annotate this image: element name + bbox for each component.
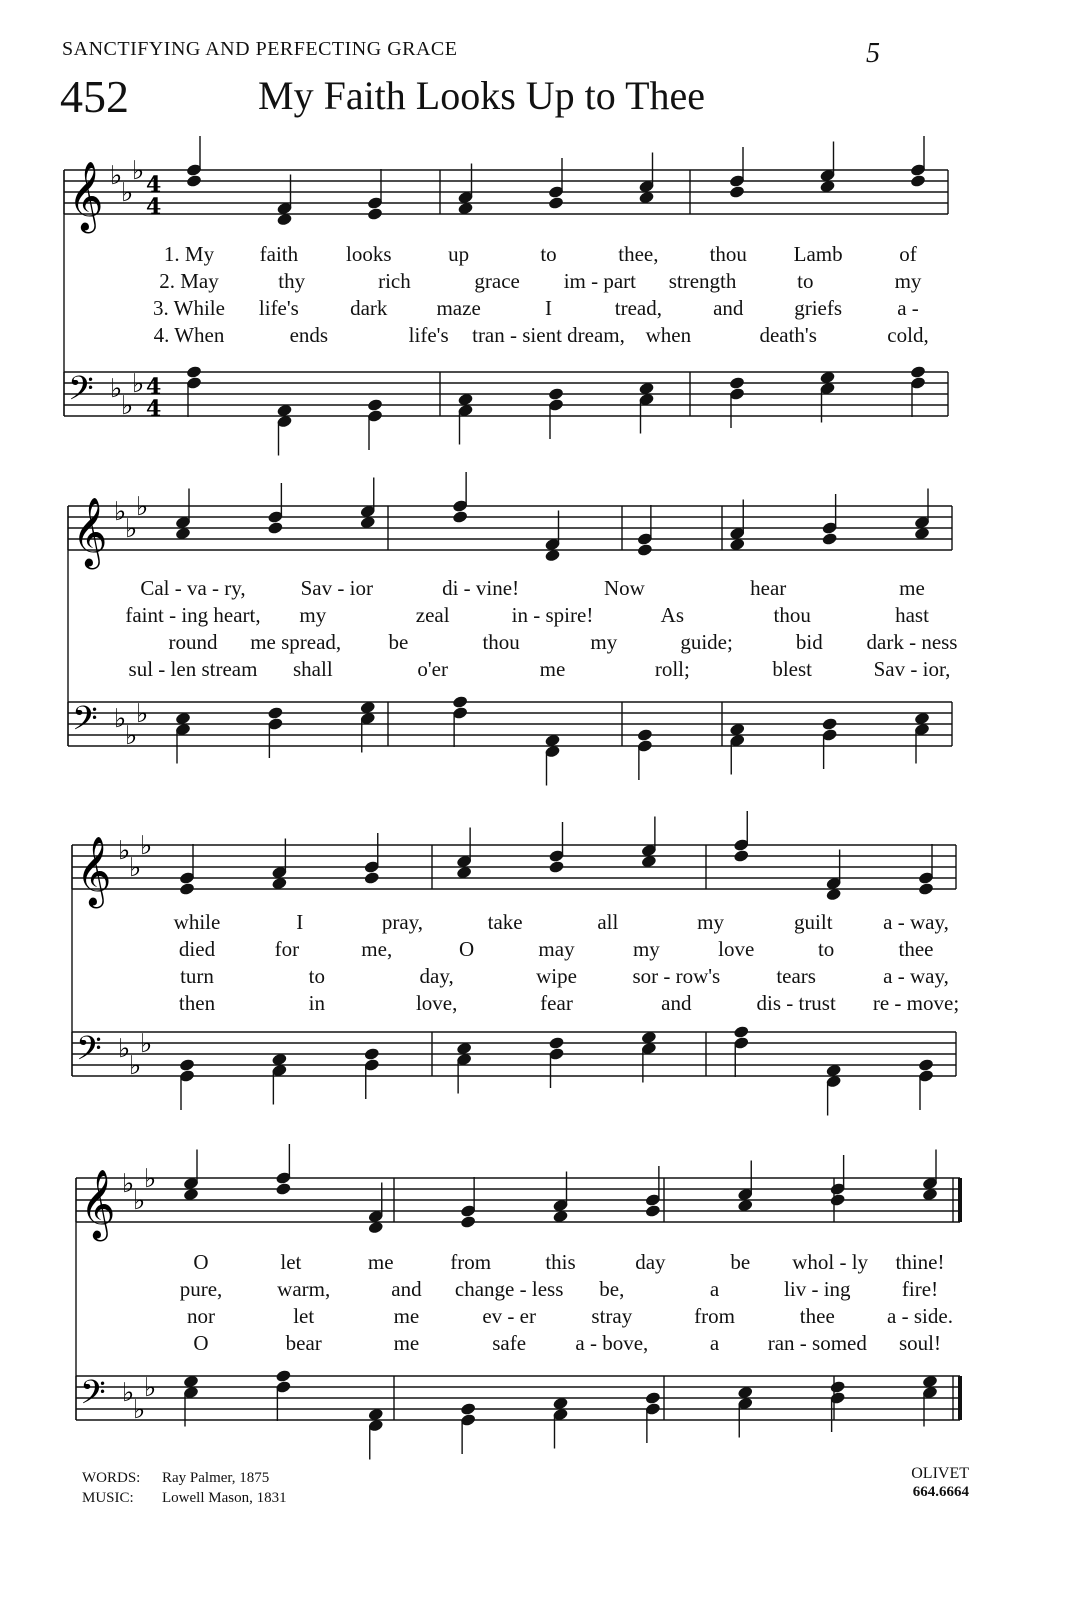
treble-staff xyxy=(68,492,952,569)
lyric-syllable: then xyxy=(178,991,216,1015)
flat-icon: ♭ xyxy=(129,853,142,883)
lyric-syllable: love, xyxy=(415,991,458,1015)
lyric-syllable: tran - sient dream, xyxy=(472,323,625,347)
lyric-syllable: change - less xyxy=(454,1277,564,1301)
lyric-syllable: all xyxy=(597,910,619,934)
flat-icon: ♭ xyxy=(129,1051,142,1081)
lyric-syllable: life's xyxy=(408,323,449,347)
lyric-syllable: 4. When xyxy=(153,323,225,347)
lyric-syllable: shall xyxy=(292,657,333,681)
lyric-syllable: wipe xyxy=(536,964,577,988)
flat-icon: ♭ xyxy=(144,1164,157,1194)
words-label: WORDS: xyxy=(82,1470,141,1486)
lyric-syllable: and xyxy=(713,296,744,320)
note-head xyxy=(452,510,469,524)
note-head xyxy=(548,196,565,210)
time-signature: 4 xyxy=(146,194,162,220)
note-head xyxy=(910,174,927,188)
lyric-syllable: ev - er xyxy=(482,1304,536,1328)
flat-icon: ♭ xyxy=(125,514,138,544)
lyric-syllable: my xyxy=(632,937,660,961)
lyric-syllable: thine! xyxy=(895,1250,945,1274)
lyric-syllable: from xyxy=(694,1304,735,1328)
lyric-syllable: pray, xyxy=(381,910,424,934)
flat-icon: ♭ xyxy=(121,391,134,421)
note-head xyxy=(729,185,746,199)
flat-icon: ♭ xyxy=(132,156,145,186)
music-credit xyxy=(82,1490,287,1507)
note-head xyxy=(452,695,469,709)
lyric-syllable: faint - ing heart, xyxy=(125,603,261,627)
lyric-syllable: be, xyxy=(599,1277,625,1301)
bass-staff xyxy=(76,1373,960,1425)
lyric-syllable: me xyxy=(367,1250,394,1274)
lyric-syllable: me, xyxy=(361,937,393,961)
treble-clef-icon: 𝄞 xyxy=(72,497,108,567)
bass-clef-icon: 𝄢 xyxy=(80,1374,106,1420)
lyric-syllable: to xyxy=(540,242,557,266)
words-credit xyxy=(82,1470,269,1487)
lyric-syllable: guilt xyxy=(794,910,833,934)
lyric-syllable: my xyxy=(590,630,618,654)
lyric-syllable: O xyxy=(459,937,475,961)
treble-staff xyxy=(76,1164,960,1241)
lyric-syllable: let xyxy=(280,1250,302,1274)
time-signature: 4 xyxy=(146,172,162,198)
lyric-syllable: love xyxy=(718,937,755,961)
lyric-syllable: strength xyxy=(668,269,737,293)
time-signature: 4 xyxy=(146,396,162,422)
hymn-title: My Faith Looks Up to Thee xyxy=(258,73,706,118)
lyric-syllable: be xyxy=(730,1250,751,1274)
hymn-number: 452 xyxy=(60,71,129,122)
note-head xyxy=(186,365,203,379)
lyric-syllable: me xyxy=(393,1304,420,1328)
note-head xyxy=(637,728,654,742)
lyric-syllable: stray xyxy=(591,1304,633,1328)
lyric-syllable: thou xyxy=(482,630,520,654)
lyric-syllable: 2. May xyxy=(159,269,219,293)
note-head xyxy=(363,1047,380,1061)
lyric-syllable: griefs xyxy=(794,296,843,320)
lyric-syllable: liv - ing xyxy=(784,1277,851,1301)
lyric-syllable: dark - ness xyxy=(866,630,958,654)
note-head xyxy=(821,532,838,546)
lyric-syllable: day, xyxy=(419,964,454,988)
lyric-syllable: hear xyxy=(750,576,787,600)
lyric-syllable: Lamb xyxy=(793,242,843,266)
note-head xyxy=(186,174,203,188)
flat-icon: ♭ xyxy=(114,497,127,527)
lyric-syllable: I xyxy=(545,296,552,320)
lyric-syllable: from xyxy=(450,1250,492,1274)
note-head xyxy=(275,1182,292,1196)
lyric-syllable: grace xyxy=(474,269,520,293)
note-head xyxy=(733,1025,750,1039)
lyric-syllable: thee xyxy=(898,937,934,961)
flat-icon: ♭ xyxy=(122,1378,135,1408)
note-head xyxy=(363,871,380,885)
flat-icon: ♭ xyxy=(136,492,149,522)
lyric-syllable: when xyxy=(645,323,692,347)
lyric-syllable: fear xyxy=(540,991,573,1015)
lyric-syllable: me spread, xyxy=(250,630,342,654)
lyric-syllable: in - spire! xyxy=(511,603,594,627)
treble-clef-icon: 𝄞 xyxy=(68,161,104,231)
meter: 664.6664 xyxy=(912,1484,969,1500)
lyric-syllable: let xyxy=(293,1304,315,1328)
lyric-syllable: roll; xyxy=(654,657,690,681)
lyric-syllable: I xyxy=(296,910,304,934)
lyric-syllable: Sav - ior xyxy=(300,576,373,600)
lyric-syllable: blest xyxy=(772,657,812,681)
lyric-syllable: As xyxy=(660,603,684,627)
lyric-syllable: rich xyxy=(378,269,411,293)
lyric-syllable: dark xyxy=(350,296,388,320)
lyric-syllable: looks xyxy=(345,242,392,266)
lyric-syllable: whol - ly xyxy=(792,1250,869,1274)
system-2 xyxy=(68,472,952,786)
lyric-syllable: dis - trust xyxy=(756,991,836,1015)
lyric-syllable: to xyxy=(308,964,325,988)
lyric-syllable: me xyxy=(393,1331,420,1355)
treble-staff xyxy=(72,831,956,908)
note-head xyxy=(821,717,838,731)
lyric-syllable: re - move; xyxy=(872,991,960,1015)
music-label: MUSIC: xyxy=(82,1490,134,1506)
lyric-syllable: this xyxy=(545,1250,576,1274)
treble-clef-icon: 𝄞 xyxy=(76,836,112,906)
lyric-syllable: nor xyxy=(187,1304,215,1328)
lyric-syllable: me xyxy=(539,657,566,681)
lyric-syllable: a - xyxy=(897,296,919,320)
words-author: Ray Palmer, 1875 xyxy=(162,1470,270,1486)
lyric-syllable: guide; xyxy=(680,630,733,654)
lyric-syllable: O xyxy=(193,1331,209,1355)
note-head xyxy=(275,1369,292,1383)
lyric-syllable: take xyxy=(487,910,523,934)
lyric-syllable: be xyxy=(388,630,409,654)
lyric-syllable: for xyxy=(274,937,300,961)
note-head xyxy=(367,398,384,412)
lyric-syllable: and xyxy=(391,1277,422,1301)
lyric-syllable: hast xyxy=(895,603,929,627)
flat-icon: ♭ xyxy=(133,1395,146,1425)
lyric-syllable: turn xyxy=(180,964,214,988)
bass-clef-icon: 𝄢 xyxy=(76,1030,102,1076)
lyric-syllable: a - way, xyxy=(883,964,949,988)
flat-icon: ♭ xyxy=(114,704,127,734)
lyric-syllable: 1. My xyxy=(163,242,215,266)
lyric-syllable: Now xyxy=(603,576,645,600)
note-head xyxy=(460,1402,477,1416)
lyric-syllable: me xyxy=(899,576,925,600)
flat-icon: ♭ xyxy=(110,161,123,191)
note-head xyxy=(829,1380,846,1394)
lyric-syllable: died xyxy=(178,937,216,961)
lyric-syllable: ran - somed xyxy=(767,1331,867,1355)
note-head xyxy=(179,882,196,896)
lyric-syllable: thy xyxy=(278,269,306,293)
lyric-syllable: bid xyxy=(795,630,823,654)
note-head xyxy=(637,543,654,557)
lyric-syllable: cold, xyxy=(887,323,929,347)
lyric-syllable: soul! xyxy=(899,1331,941,1355)
lyric-syllable: thee, xyxy=(618,242,659,266)
lyric-syllable: to xyxy=(797,269,814,293)
flat-icon: ♭ xyxy=(110,374,123,404)
lyric-syllable: and xyxy=(661,991,692,1015)
lyric-syllable: bear xyxy=(285,1331,322,1355)
flat-icon: ♭ xyxy=(118,836,131,866)
lyric-syllable: while xyxy=(173,910,221,934)
lyric-syllable: my xyxy=(697,910,724,934)
lyric-syllable: safe xyxy=(492,1331,527,1355)
lyric-syllable: thee xyxy=(799,1304,835,1328)
flat-icon: ♭ xyxy=(125,721,138,751)
lyric-syllable: di - vine! xyxy=(442,576,520,600)
treble-clef-icon: 𝄞 xyxy=(80,1169,116,1239)
note-head xyxy=(460,1215,477,1229)
lyric-syllable: of xyxy=(899,242,917,266)
lyric-syllable: up xyxy=(448,242,470,266)
note-head xyxy=(548,860,565,874)
flat-icon: ♭ xyxy=(140,831,153,861)
lyric-syllable: maze xyxy=(436,296,481,320)
lyric-syllable: ends xyxy=(289,323,329,347)
note-head xyxy=(267,706,284,720)
lyric-syllable: thou xyxy=(773,603,811,627)
section-heading: SANCTIFYING AND PERFECTING GRACE xyxy=(62,38,458,60)
lyric-syllable: my xyxy=(894,269,922,293)
note-head xyxy=(367,207,384,221)
note-head xyxy=(179,1058,196,1072)
bass-clef-icon: 𝄢 xyxy=(68,370,94,416)
lyric-syllable: in xyxy=(308,991,325,1015)
lyric-syllable: a - bove, xyxy=(575,1331,649,1355)
lyric-syllable: a - side. xyxy=(887,1304,953,1328)
lyric-syllable: death's xyxy=(759,323,817,347)
lyric-syllable: day xyxy=(635,1250,666,1274)
bass-staff xyxy=(64,369,948,422)
lyric-syllable: tread, xyxy=(614,296,662,320)
lyric-syllable: thou xyxy=(709,242,747,266)
lyric-syllable: life's xyxy=(258,296,299,320)
note-head xyxy=(548,387,565,401)
lyric-syllable: round xyxy=(168,630,218,654)
lyric-syllable: Sav - ior, xyxy=(873,657,951,681)
lyric-syllable: fire! xyxy=(901,1277,939,1301)
lyric-syllable: my xyxy=(299,603,327,627)
lyric-syllable: Cal - va - ry, xyxy=(140,576,246,600)
note-head xyxy=(645,1391,662,1405)
lyric-syllable: zeal xyxy=(415,603,450,627)
tune-name: OLIVET xyxy=(911,1465,969,1482)
note-head xyxy=(733,849,750,863)
lyric-syllable: o'er xyxy=(417,657,448,681)
bass-staff xyxy=(68,699,952,751)
note-head xyxy=(548,1036,565,1050)
lyric-syllable: may xyxy=(538,937,575,961)
bass-staff xyxy=(72,1029,956,1081)
lyric-syllable: tears xyxy=(776,964,816,988)
lyric-syllable: sor - row's xyxy=(632,964,721,988)
flat-icon: ♭ xyxy=(122,1169,135,1199)
lyric-syllable: 3. While xyxy=(153,296,225,320)
lyric-syllable: a xyxy=(709,1331,720,1355)
flat-icon: ♭ xyxy=(133,1186,146,1216)
note-head xyxy=(910,365,927,379)
lyric-syllable: a - way, xyxy=(883,910,949,934)
bass-clef-icon: 𝄢 xyxy=(72,700,98,746)
time-signature: 4 xyxy=(146,374,162,400)
lyric-syllable: warm, xyxy=(277,1277,331,1301)
lyric-syllable: faith xyxy=(259,242,299,266)
lyric-syllable: to xyxy=(817,937,835,961)
note-head xyxy=(829,1193,846,1207)
flat-icon: ♭ xyxy=(121,178,134,208)
lyric-syllable: pure, xyxy=(179,1277,223,1301)
note-head xyxy=(918,882,935,896)
pencil-mark: 5 xyxy=(866,38,880,69)
flat-icon: ♭ xyxy=(140,1029,153,1059)
note-head xyxy=(267,521,284,535)
music-composer: Lowell Mason, 1831 xyxy=(162,1490,287,1506)
flat-icon: ♭ xyxy=(118,1034,131,1064)
lyric-syllable: sul - len stream xyxy=(128,657,258,681)
lyric-syllable: a xyxy=(709,1277,720,1301)
flat-icon: ♭ xyxy=(144,1373,157,1403)
lyric-syllable: im - part xyxy=(563,269,636,293)
note-head xyxy=(918,1058,935,1072)
flat-icon: ♭ xyxy=(132,369,145,399)
lyric-syllable: O xyxy=(193,1250,209,1274)
note-head xyxy=(645,1204,662,1218)
note-head xyxy=(729,376,746,390)
flat-icon: ♭ xyxy=(136,699,149,729)
